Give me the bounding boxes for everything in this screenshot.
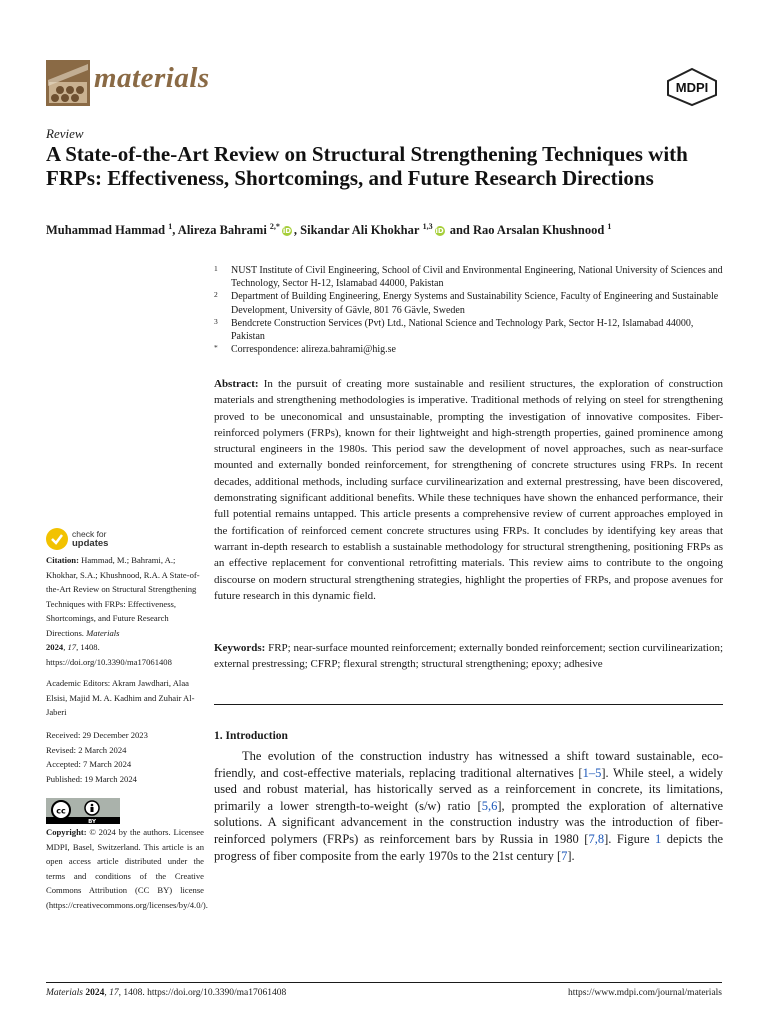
check-updates-label <box>72 530 108 548</box>
reference-link[interactable]: 1–5 <box>582 765 602 780</box>
citation-text: Hammad, M.; Bahrami, A.; Khokhar, S.A.; Khushnood, R.A. A State-of-the-Art Review on Structural Strengthening Techniques with FRPs: Effectiveness, Shortcomings, and Future Research Directions. <box>46 555 200 638</box>
citation-label: Citation: <box>46 555 79 565</box>
orcid-icon[interactable]: iD <box>282 227 292 236</box>
author-name[interactable]: Sikandar Ali Khokhar <box>300 223 420 238</box>
copyright-text: © 2024 by the authors. Licensee MDPI, Basel, Switzerland. This article is an open access article distributed under the terms and conditions of the Creative Commons Attribution (CC BY) license (https://creativecommons.org/licenses/by/4.0/). <box>46 827 208 910</box>
copyright-label: Copyright: <box>46 827 87 837</box>
article-title: A State-of-the-Art Review on Structural Strengthening Techniques with FRPs: Effectiveness, Shortcomings, and Future Research Directions <box>46 142 688 190</box>
published-date: Published: 19 March 2024 <box>46 773 137 784</box>
reference-link[interactable]: 7 <box>561 848 568 863</box>
received-date: Received: 29 December 2023 <box>46 730 148 740</box>
citation-volume: 17 <box>67 642 77 652</box>
check-for-text: check for <box>72 529 107 539</box>
author-affil-sup: 1 <box>607 222 612 231</box>
intro-text: ], prompted the exploration of alternative solutions. A significant advancement in the construction industry was the introduction of fiber-reinforced polymers (FRPs) as reinforcement bars by Russia in 1980 [ <box>214 798 723 846</box>
intro-body <box>214 748 723 864</box>
updates-text: updates <box>72 538 109 549</box>
section-divider <box>214 704 723 705</box>
keywords-label: Keywords: <box>214 642 266 654</box>
intro-text: ]. While steel, a widely used and robust material, has historically served as a reinforcement in concrete, its limitations, primarily a lower strength-to-weight (s/w) ratio [ <box>214 765 723 813</box>
accepted-date: Accepted: 7 March 2024 <box>46 759 132 769</box>
intro-text: depicts the progress of fiber composite from the early 1970s to the 21st century [ <box>214 831 723 863</box>
affiliation-item <box>214 290 726 316</box>
author-separator: , <box>293 223 301 238</box>
correspondence-text[interactable]: Correspondence: alireza.bahrami@hig.se <box>231 344 396 356</box>
author-list <box>46 222 746 238</box>
correspondence <box>214 343 726 356</box>
footer-journal: Materials <box>46 988 83 998</box>
footer-year: 2024 <box>85 988 105 998</box>
affiliations <box>214 264 726 356</box>
mdpi-logo-icon <box>664 67 720 107</box>
citation-year: 2024 <box>46 642 64 652</box>
author-name[interactable]: Rao Arsalan Khushnood <box>472 223 605 238</box>
intro-paragraph <box>214 748 723 864</box>
article-type: Review <box>46 126 84 141</box>
affiliation-number: 2 <box>214 290 218 300</box>
footer-journal-url[interactable]: https://www.mdpi.com/journal/materials <box>568 988 722 998</box>
reference-link[interactable]: 5,6 <box>481 798 498 813</box>
footer-citation: Materials 2024, 17, 1408. https://doi.org/10.3390/ma17061408 <box>46 988 287 998</box>
publication-dates <box>46 728 204 786</box>
author-name[interactable]: Muhammad Hammad <box>46 223 166 238</box>
author-separator: , <box>172 223 178 238</box>
affiliation-number: 1 <box>214 264 218 273</box>
affiliation-text: Bendcrete Construction Services (Pvt) Ltd., National Science and Technology Park, Sector H-12, Islamabad 44000, Pakistan <box>231 317 694 343</box>
abstract-label: Abstract: <box>214 378 259 390</box>
check-updates-icon <box>46 528 68 550</box>
figure-link[interactable]: 1 <box>655 831 662 846</box>
intro-text: ]. Figure <box>604 831 656 846</box>
cc-by-label: BY <box>88 819 96 824</box>
author-and: and <box>446 223 473 238</box>
citation-block: Citation: Hammad, M.; Bahrami, A.; Khokhar, S.A.; Khushnood, R.A. A State-of-the-Art Review on Structural Strengthening Techniques with FRPs: Effectiveness, Shortcomings, and Future Research Directions. Materials 2024, 17, 1408. https://doi.org/10.3390/ma17061408 <box>46 555 200 667</box>
affiliation-text: Department of Building Engineering, Energy Systems and Sustainability Science, Faculty of Engineering and Sustainable Development, University of Gävle, 801 76 Gävle, Sweden <box>231 291 719 316</box>
intro-text: ]. <box>567 848 575 863</box>
orcid-icon[interactable]: iD <box>435 227 444 236</box>
author-name[interactable]: Alireza Bahrami <box>177 223 267 238</box>
affiliation-text: NUST Institute of Civil Engineering, School of Civil and Environmental Engineering, National University of Sciences and Technology, Sector H-12, Islamabad 44000, Pakistan <box>231 265 723 290</box>
materials-logo-icon <box>46 60 90 106</box>
cc-by-license-icon[interactable] <box>46 798 120 824</box>
abstract-text: In the pursuit of creating more sustainable and resilient structures, the exploration of construction materials and strengthening methodologies is imperative. Traditional methods of relying on steel for strengthening proved to be uneconomical and unsustainable, prompting the investigation of innovative composites. Fiber-reinforced polymers (FRPs), known for their lightweight and high-strength properties, gained prominence among structural engineers in the 1980s. This period saw the development of novel approaches, such as near-surface mounted and externally bonded reinforcement, for strengthening of concrete structures using FRPs. In recent decades, additional methods, including surface curvilinearization and external prestressing, have been discovered, demonstrating significant additional benefits. While these techniques have shown the enhanced performance, their full potential remains untapped. This article presents a comprehensive review of current approaches employed in the fortification of reinforced cement concrete structures using FRPs. It concludes by identifying key areas that warrant in-depth research to establish a sustainable methodology for structural strengthening, positioning FRPs as an effective replacement for conventional retrofitting materials. This review aims to contribute to the ongoing discourse on modern structural strengthening strategies, highlight the properties of FRPs, and propose avenues for future research in this dynamic field. <box>214 378 723 602</box>
academic-editors: Academic Editors: Akram Jawdhari, Alaa Elsisi, Majid M. A. Kadhim and Zuhair Al-Jaberi <box>46 678 195 717</box>
affiliation-number: * <box>214 343 218 353</box>
affiliation-number: 3 <box>214 316 218 326</box>
intro-heading: 1. Introduction <box>214 730 288 742</box>
reference-link[interactable]: 7,8 <box>588 831 605 846</box>
intro-text: The evolution of the construction industry has witnessed a shift toward sustainable, eco-friendly, and cost-effective materials, replacing traditional alternatives [ <box>214 749 723 780</box>
footer-divider <box>46 982 722 983</box>
copyright-notice <box>46 825 208 912</box>
revised-date: Revised: 2 March 2024 <box>46 744 127 755</box>
author-affil-sup: 1,3 <box>422 222 433 231</box>
citation-doi[interactable]: , 1408. https://doi.org/10.3390/ma17061408 <box>46 642 172 667</box>
affiliation-item <box>214 264 726 290</box>
journal-name: materials <box>94 62 210 94</box>
abstract <box>214 376 723 604</box>
author-affil-sup: 2,* <box>269 222 280 231</box>
keywords-text: FRP; near-surface mounted reinforcement; externally bonded reinforcement; section curvilinearization; external prestressing; CFRP; flexural strength; structural strengthening; epoxy; adhesive <box>214 642 724 671</box>
check-for-updates-button[interactable] <box>46 528 166 552</box>
footer-doi-link[interactable]: , 1408. https://doi.org/10.3390/ma17061408 <box>118 988 287 998</box>
footer-volume: 17 <box>109 988 119 998</box>
mdpi-logo-text: MDPI <box>675 80 709 95</box>
affiliation-item <box>214 317 726 343</box>
svg-text:cc: cc <box>56 806 66 816</box>
keywords <box>214 640 723 673</box>
author-affil-sup: 1 <box>168 222 173 231</box>
citation-journal: Materials <box>86 627 120 638</box>
